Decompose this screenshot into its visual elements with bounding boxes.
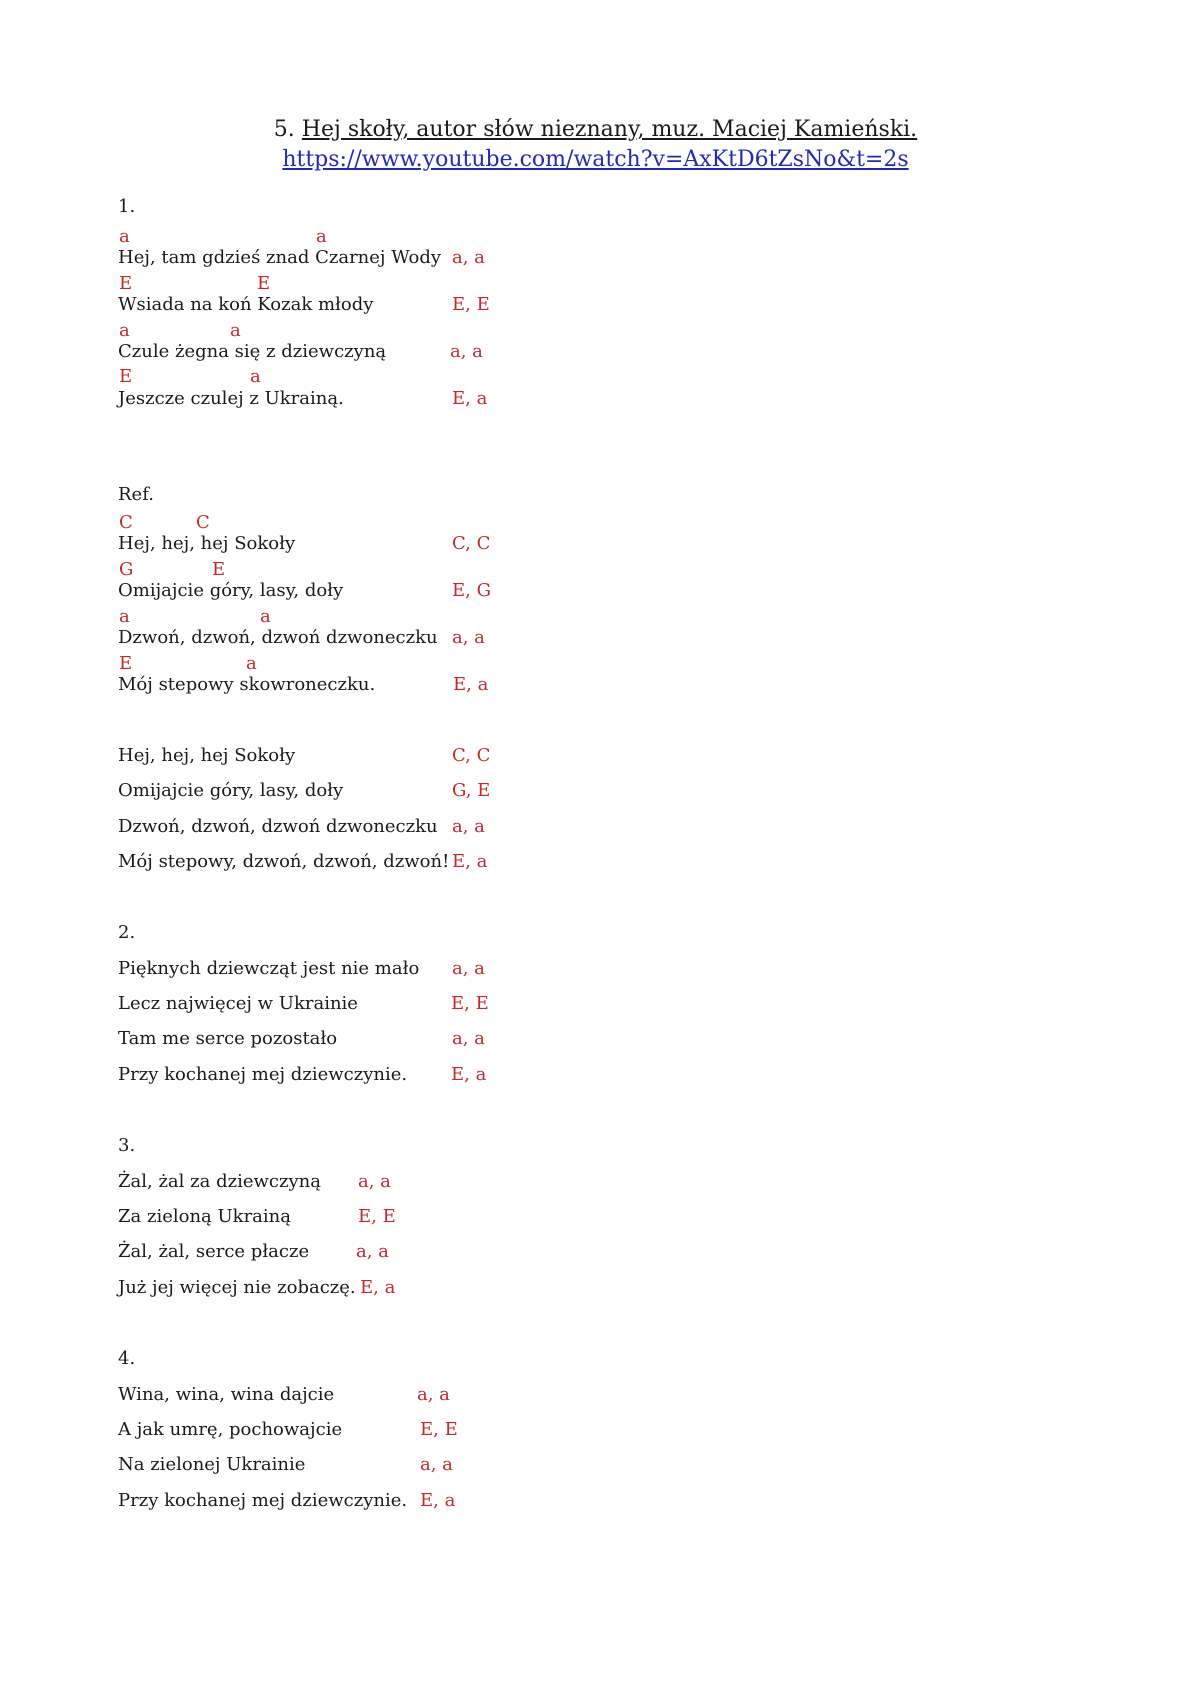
verse-label: 2. (118, 922, 136, 943)
lyric-line: Omijajcie góry, lasy, doły (118, 580, 344, 601)
lyric-line: Za zieloną Ukrainą (118, 1206, 291, 1227)
chord-line: E, E (451, 993, 489, 1014)
lyric-line: Tam me serce pozostało (118, 1028, 338, 1049)
lyric-line: Przy kochanej mej dziewczynie. (118, 1490, 408, 1511)
chord-line: E, a (452, 388, 488, 409)
chord-line: E, E (452, 294, 490, 315)
chord-line: a, a (452, 816, 485, 837)
youtube-link[interactable]: https://www.youtube.com/watch?v=AxKtD6tZsNo&t=2s (282, 147, 909, 172)
chord-line: G, E (452, 780, 491, 801)
chord-line: E, a (420, 1490, 456, 1511)
chord-above: a (246, 653, 257, 674)
chord-above: a (119, 320, 130, 341)
lyric-line: Przy kochanej mej dziewczynie. (118, 1064, 408, 1085)
chord-above: G (119, 559, 134, 580)
lyric-line: Wina, wina, wina dajcie (118, 1384, 335, 1405)
lyric-line: Żal, żal, serce płacze (118, 1241, 310, 1262)
chord-line: C, C (452, 745, 491, 766)
chord-above: a (230, 320, 241, 341)
lyric-line: Hej, tam gdzieś znad Czarnej Wody (118, 247, 442, 268)
song-title-text: Hej skoły, autor słów nieznany, muz. Maciej Kamieński. (301, 117, 918, 142)
chord-line: a, a (452, 958, 485, 979)
song-title (0, 116, 1191, 144)
chord-above: a (119, 606, 130, 627)
chord-line: a, a (356, 1241, 389, 1262)
chord-above: a (250, 366, 261, 387)
lyric-line: Mój stepowy skowroneczku. (118, 674, 376, 695)
lyric-line: Jeszcze czulej z Ukrainą. (118, 388, 344, 409)
chord-line: a, a (452, 627, 485, 648)
lyric-line: Czule żegna się z dziewczyną (118, 341, 387, 362)
lyric-line: Hej, hej, hej Sokoły (118, 745, 296, 766)
song-number: 5. (273, 117, 295, 142)
chord-line: a, a (452, 1028, 485, 1049)
chord-line: a, a (358, 1171, 391, 1192)
chord-above: E (119, 653, 133, 674)
lyric-line: Na zielonej Ukrainie (118, 1454, 306, 1475)
chord-line: E, a (453, 674, 489, 695)
lyric-line: Hej, hej, hej Sokoły (118, 533, 296, 554)
chord-line: E, E (420, 1419, 458, 1440)
chord-line: C, C (452, 533, 491, 554)
chord-above: E (119, 273, 133, 294)
lyric-line: Lecz najwięcej w Ukrainie (118, 993, 358, 1014)
lyric-line: Już jej więcej nie zobaczę. (118, 1277, 356, 1298)
verse-label: 1. (118, 196, 136, 217)
chord-line: a, a (452, 247, 485, 268)
chord-above: a (260, 606, 271, 627)
lyric-line: Omijajcie góry, lasy, doły (118, 780, 344, 801)
chord-above: C (196, 512, 210, 533)
lyric-line: Dzwoń, dzwoń, dzwoń dzwoneczku (118, 816, 438, 837)
lyric-line: A jak umrę, pochowajcie (118, 1419, 343, 1440)
chord-line: a, a (417, 1384, 450, 1405)
chord-line: E, E (358, 1206, 396, 1227)
chord-line: E, a (452, 851, 488, 872)
chord-line: a, a (450, 341, 483, 362)
verse-label: 3. (118, 1135, 136, 1156)
chord-above: E (212, 559, 226, 580)
chord-line: E, G (452, 580, 491, 601)
chord-line: E, a (451, 1064, 487, 1085)
chord-above: E (119, 366, 133, 387)
lyric-line: Wsiada na koń Kozak młody (118, 294, 374, 315)
chord-above: a (316, 226, 327, 247)
chord-line: a, a (420, 1454, 453, 1475)
lyric-line: Pięknych dziewcząt jest nie mało (118, 958, 420, 979)
chord-above: a (119, 226, 130, 247)
lyric-line: Dzwoń, dzwoń, dzwoń dzwoneczku (118, 627, 438, 648)
chord-above: E (257, 273, 271, 294)
lyric-line: Mój stepowy, dzwoń, dzwoń, dzwoń! (118, 851, 450, 872)
chord-above: C (119, 512, 133, 533)
lyric-line: Żal, żal za dziewczyną (118, 1171, 321, 1192)
refrain-label: Ref. (118, 484, 154, 505)
chord-line: E, a (360, 1277, 396, 1298)
verse-label: 4. (118, 1348, 136, 1369)
